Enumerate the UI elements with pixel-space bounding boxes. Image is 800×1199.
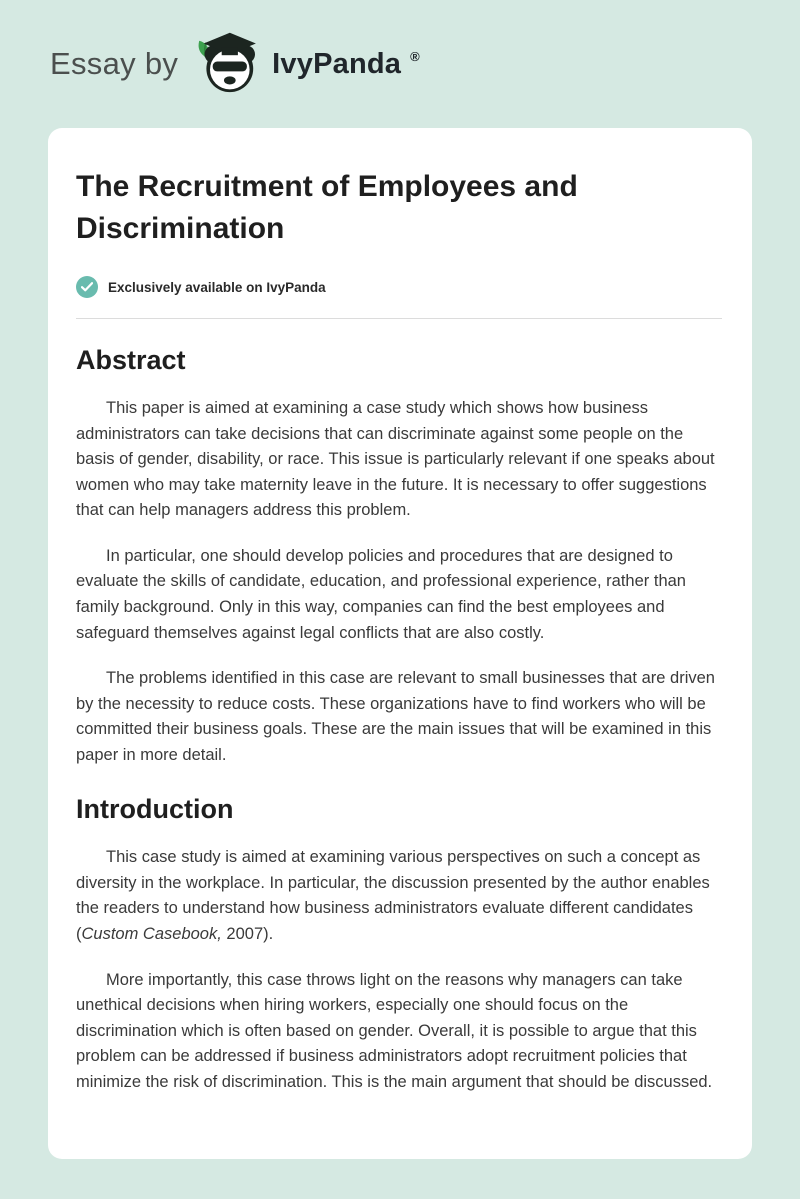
citation-source: Custom Casebook, xyxy=(81,925,222,943)
introduction-heading: Introduction xyxy=(76,794,234,825)
divider xyxy=(76,318,722,319)
introduction-paragraph-1 xyxy=(76,845,722,947)
brand-name: IvyPanda xyxy=(272,47,402,80)
article-title: The Recruitment of Employees and Discrimination xyxy=(76,170,578,245)
abstract-heading: Abstract xyxy=(76,345,186,375)
citation-year: 2007). xyxy=(221,925,274,943)
badge-label: Exclusively available on IvyPanda xyxy=(108,279,326,295)
abstract-paragraph-1: This paper is aimed at examining a case study which shows how business administrators can take decisions that can discriminate against some people on the basis of gender, disability, or race. This issue is particularly relevant if one speaks about women who may take maternity leave in the future. It is necessary to offer suggestions that can help managers address this problem. xyxy=(76,399,715,520)
registered-mark: ® xyxy=(410,48,420,64)
ivypanda-logo-link[interactable] xyxy=(192,30,420,98)
check-icon xyxy=(76,276,98,298)
introduction-paragraph-2: More importantly, this case throws light on the reasons why managers can take unethical decisions when hiring workers, especially one should focus on the discrimination which is often based on gender. Overall, it is possible to argue that this problem can be addressed if business administrators adopt recruitment policies that minimize the risk of discrimination. This is the main argument that should be discussed. xyxy=(76,970,713,1091)
intro-p1-text: This case study is aimed at examining various perspectives on such a concept as diversity in the workplace. In particular, the discussion presented by the author enables the readers to understand how business administrators evaluate different candidates ( xyxy=(76,848,710,943)
article-card xyxy=(48,128,752,1159)
essay-by-label: Essay by xyxy=(50,46,179,81)
abstract-paragraph-2: In particular, one should develop policies and procedures that are designed to evaluate the skills of candidate, education, and professional experience, rather than family background. Only in this way, companies can find the best employees and safeguard themselves against legal conflicts that are also costly. xyxy=(76,546,686,642)
availability-badge xyxy=(76,276,722,298)
site-header xyxy=(48,0,752,128)
abstract-paragraph-3: The problems identified in this case are relevant to small businesses that are driven by the necessity to reduce costs. These organizations have to find workers who will be committed their business goals. These are the main issues that will be examined in this paper in more detail. xyxy=(76,669,715,764)
panda-icon xyxy=(192,30,264,98)
